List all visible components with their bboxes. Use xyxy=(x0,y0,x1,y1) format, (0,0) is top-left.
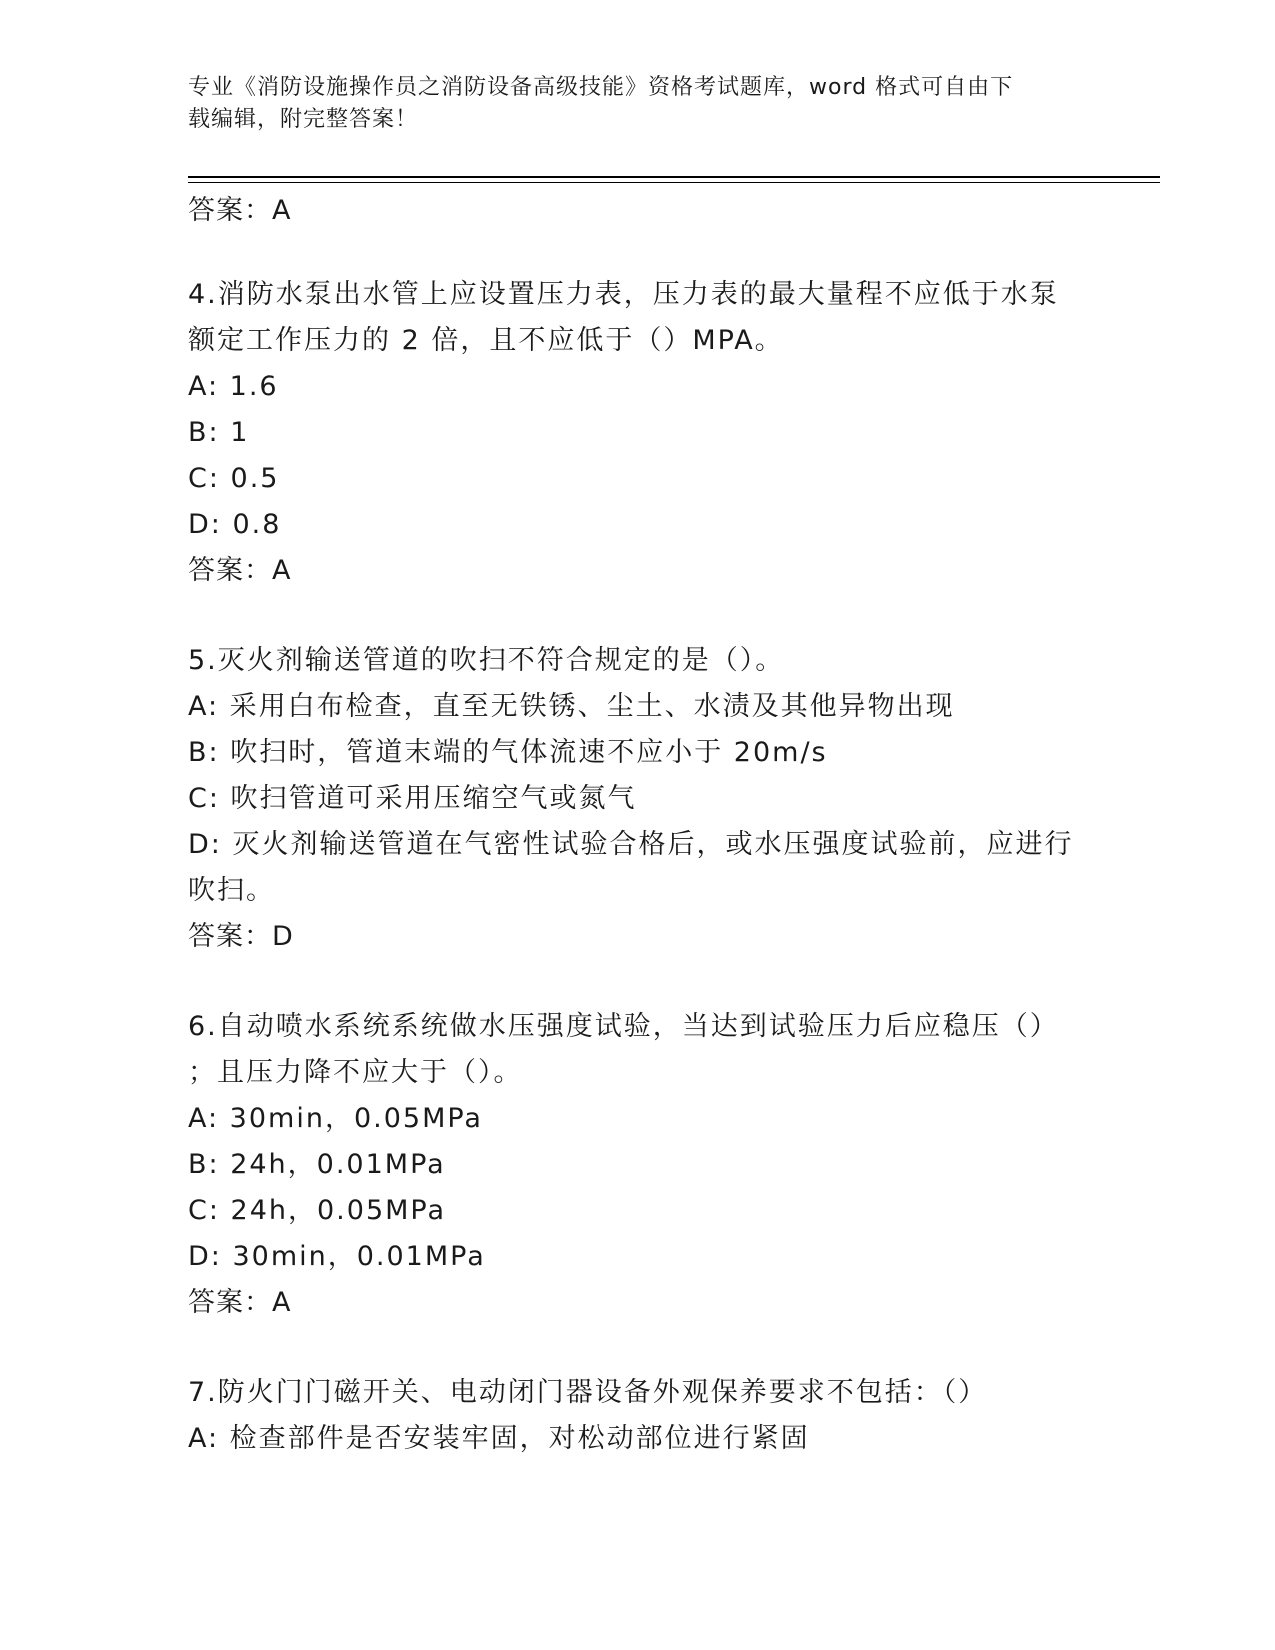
document-header xyxy=(188,72,1068,136)
spacer xyxy=(188,1326,1088,1370)
header-line-2: 载编辑，附完整答案！ xyxy=(188,107,419,132)
option-b: B: 24h，0.01MPa xyxy=(188,1149,446,1180)
answer-line: 答案：A xyxy=(188,555,292,586)
question-stem: 4.消防水泵出水管上应设置压力表，压力表的最大量程不应低于水泵 xyxy=(188,279,1059,310)
question-stem: 6.自动喷水系统系统做水压强度试验，当达到试验压力后应稳压（） xyxy=(188,1011,1059,1042)
header-rule-thin xyxy=(188,182,1160,183)
option-c: C: 吹扫管道可采用压缩空气或氮气 xyxy=(188,783,637,814)
question-block xyxy=(188,638,1088,960)
spacer xyxy=(188,234,1088,272)
previous-answer: 答案：A xyxy=(188,195,292,226)
question-block xyxy=(188,1370,1088,1462)
option-d: D: 30min，0.01MPa xyxy=(188,1241,486,1272)
answer-line: 答案：A xyxy=(188,1287,292,1318)
option-b: B: 1 xyxy=(188,417,250,448)
option-c: C: 0.5 xyxy=(188,463,280,494)
question-stem: 5.灭火剂输送管道的吹扫不符合规定的是（）。 xyxy=(188,645,785,676)
question-stem: 额定工作压力的 2 倍，且不应低于（）MPA。 xyxy=(188,325,784,356)
option-a: A: 1.6 xyxy=(188,371,279,402)
option-c: C: 24h，0.05MPa xyxy=(188,1195,447,1226)
header-line-1: 专业《消防设施操作员之消防设备高级技能》资格考试题库，word 格式可自由下 xyxy=(188,75,1014,100)
option-d-continued: 吹扫。 xyxy=(188,875,275,906)
option-d: D: 0.8 xyxy=(188,509,282,540)
question-stem: 7.防火门门磁开关、电动闭门器设备外观保养要求不包括：（） xyxy=(188,1377,988,1408)
option-d: D: 灭火剂输送管道在气密性试验合格后，或水压强度试验前，应进行 xyxy=(188,829,1074,860)
question-block xyxy=(188,1004,1088,1326)
question-stem: ；且压力降不应大于（）。 xyxy=(188,1057,523,1088)
spacer xyxy=(188,594,1088,638)
header-rule-thick xyxy=(188,176,1160,178)
option-a: A: 采用白布检查，直至无铁锈、尘土、水渍及其他异物出现 xyxy=(188,691,955,722)
option-b: B: 吹扫时，管道末端的气体流速不应小于 20m/s xyxy=(188,737,828,768)
question-list xyxy=(188,188,1088,1462)
option-a: A: 检查部件是否安装牢固，对松动部位进行紧固 xyxy=(188,1423,810,1454)
option-a: A: 30min，0.05MPa xyxy=(188,1103,483,1134)
question-block xyxy=(188,272,1088,594)
answer-line: 答案：D xyxy=(188,921,294,952)
spacer xyxy=(188,960,1088,1004)
